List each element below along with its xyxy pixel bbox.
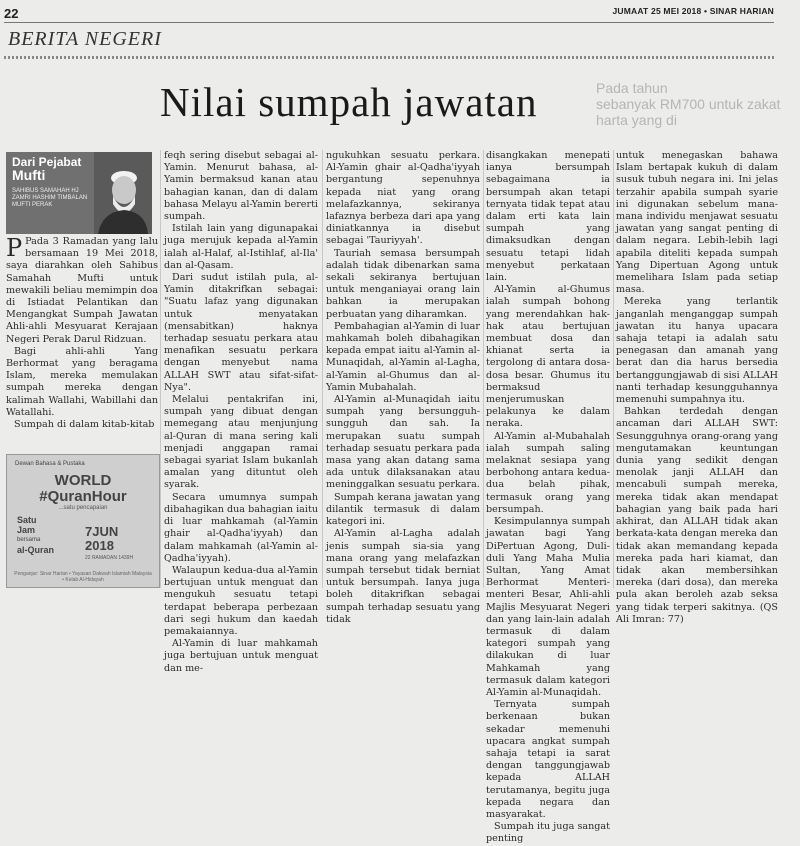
column-divider bbox=[322, 150, 323, 588]
article-column-4 bbox=[486, 150, 610, 845]
ad-title-line2: #QuranHour bbox=[39, 488, 127, 505]
drop-cap: P bbox=[6, 234, 23, 262]
ad-venue: 22 RAMADAN 1439H bbox=[85, 555, 134, 561]
quranhour-advertisement bbox=[6, 454, 160, 588]
paragraph: Mereka yang terlantik janganlah menganggap sumpah jawatan itu hanya upacara sahaja tetapi ia adalah satu penegasan dan amanah yang berat dan dia harus bersedia bertanggungjawab di sisi ALLAH nanti terhadap kesungguhannya memenuhi sumpahnya itu. bbox=[616, 296, 778, 406]
page-number: 22 bbox=[4, 6, 19, 21]
headline: Nilai sumpah jawatan bbox=[160, 79, 538, 125]
bleed-line: sebanyak RM700 untuk zakat harta yang di bbox=[596, 96, 781, 128]
article-column-2 bbox=[164, 150, 318, 674]
ad-tag: Dewan Bahasa & Pustaka bbox=[15, 461, 85, 467]
column-divider bbox=[160, 150, 161, 588]
author-box bbox=[6, 152, 152, 234]
paragraph: disangkakan menepati ianya bersumpah sebagaimana ia bersumpah akan tetapi ternyata tidak tepat atau dalam erti kata lain sumpah yang dimaksudkan dengan sesuatu tetapi lidah menyebut perkataan lain. bbox=[486, 150, 610, 284]
paragraph: Dari sudut istilah pula, al-Yamin ditakrifkan sebagai: "Suatu lafaz yang digunakan untuk menyatakan (mensabitkan) haknya terhadap sesuatu perkara atau menafikan sesuatu perkara dengan menyebut nama ALLAH SWT atau sifat-sifat-Nya". bbox=[164, 272, 318, 393]
section-title: BERITA NEGERI bbox=[8, 28, 162, 50]
paragraph: Kesimpulannya sumpah jawatan bagi Yang DiPertuan Agong, Duli-duli Yang Maha Mulia Sultan, Yang Amat Berhormat Menteri-menteri Besar, Ahli-ahli Majlis Mesyuarat Negeri dan yang lain-lain adalah termasuk di dalam kategori sumpah yang dilakukan di luar Mahkamah yang termasuk dalam kategori Al-Yamin al-Munaqidah. bbox=[486, 516, 610, 698]
newspaper-name: SINAR HARIAN bbox=[709, 6, 774, 16]
issue-date: JUMAAT 25 MEI 2018 bbox=[612, 6, 702, 16]
ad-logo: Satu Jam bersama al-Quran bbox=[17, 515, 55, 555]
paragraph: Al-Yamin al-Mubahalah ialah sumpah saling melaknat sesiapa yang berbohong antara kedua-dua belah pihak, termasuk orang yang bersumpah. bbox=[486, 430, 610, 515]
paragraph: Ternyata sumpah berkenaan bukan sekadar memenuhi upacara angkat sumpah sahaja tetapi ia sarat dengan tanggungjawab kepada ALLAH terutamanya, begitu juga kepada negara dan masyarakat. bbox=[486, 699, 610, 820]
article-column-3 bbox=[326, 150, 480, 625]
article-column-5 bbox=[616, 150, 778, 625]
top-rule bbox=[4, 22, 774, 23]
article-column-1 bbox=[6, 236, 158, 456]
paragraph: Istilah lain yang digunapakai juga merujuk kepada al-Yamin ialah al-Halaf, al-Istihlaf, al-Ila' dan al-Qasam. bbox=[164, 223, 318, 271]
paragraph: feqh sering disebut sebagai al-Yamin. Menurut bahasa, al-Yamin bermaksud kanan atau bahagian kanan, dan di dalam bahasa Melayu al-Yamin bererti sumpah. bbox=[164, 150, 318, 223]
paragraph: Al-Yamin al-Lagha adalah jenis sumpah sia-sia yang mana orang yang melafazkan sumpah tersebut tidak berniat untuk bersumpah. Ianya juga boleh ditakrifkan sebagai sumpah terhadap sesuatu yang tidak bbox=[326, 528, 480, 625]
bleed-line: Pada tahun bbox=[596, 80, 668, 96]
paragraph: Walaupun kedua-dua al-Yamin bertujuan untuk menguat dan mengukuh sesuatu tetapi terdapat beberapa perbezaan dari segi hukum dan kaedah pemakaiannya. bbox=[164, 564, 318, 637]
ad-subtitle: ...satu pencapaian bbox=[58, 505, 108, 511]
paragraph: Bagi ahli-ahli Yang Berhormat yang beragama Islam, mereka memulakan sumpah mereka dengan kalimah Wallahi, Wabillahi dan Watallahi. bbox=[6, 345, 158, 418]
column-divider bbox=[483, 150, 484, 588]
paragraph: Sumpah itu juga sangat penting bbox=[486, 821, 610, 845]
author-box-title bbox=[12, 156, 88, 182]
paragraph: Al-Yamin al-Ghumus ialah sumpah bohong yang merendahkan hak-hak atau bertujuan membuat dosa dan khianat serta ia tergolong di antara dosa-dosa besar. Ghumus itu bermaksud menjerumuskan pelakunya ke dalam neraka. bbox=[486, 284, 610, 430]
paragraph: Sumpah kerana jawatan yang dilantik termasuk di dalam kategori ini. bbox=[326, 491, 480, 528]
paragraph: Secara umumnya sumpah dibahagikan dua bahagian iaitu di luar mahkamah (al-Yamin ghair al-Qadha'iyyah) dan dalam mahkamah (al-Yamin al-Qadha'iyyah). bbox=[164, 491, 318, 564]
dateline: JUMAAT 25 MEI 2018 • SINAR HARIAN bbox=[612, 6, 774, 16]
author-portrait bbox=[94, 152, 152, 234]
paragraph: ngukuhkan sesuatu perkara. Al-Yamin ghair al-Qadha'iyyah bergantung sepenuhnya kepada niat yang orang melafazkannya, sekiranya lafaznya berbeza dari apa yang diniatkannya ia disebut sebagai 'Tauriyyah'. bbox=[326, 150, 480, 247]
author-caption: SAHIBUS SAMAHAH HJ ZAMRI HASHIM TIMBALAN MUFTI PERAK bbox=[12, 188, 88, 208]
paragraph: Tauriah semasa bersumpah adalah tidak dibenarkan sama sekali sekiranya bertujuan untuk menganiayai orang lain bahkan ia merupakan perbuatan yang diharamkan. bbox=[326, 247, 480, 320]
ad-date: 7JUN 2018 bbox=[85, 524, 119, 553]
paragraph: untuk menegaskan bahawa Islam bertapak kukuh di dalam susuk tubuh negara ini. Ini jelas terzahir apabila sumpah syarie ini digunakan sebelum mana-mana individu menjawat sesuatu jawatan yang sangat penting di dalam negara. Lebih-lebih lagi apabila diteliti kepada sumpah Yang Dipertuan Agong untuk memelihara Islam pada setiap masa. bbox=[616, 150, 778, 296]
paragraph: Pembahagian al-Yamin di luar mahkamah boleh dibahagikan kepada empat iaitu al-Yamin al-Munaqidah, al-Yamin al-Lagha, al-Yamin al-Ghumus dan al-Yamin Mubahalah. bbox=[326, 320, 480, 393]
paragraph: Sumpah di dalam kitab-kitab bbox=[14, 419, 155, 431]
paragraph: Bahkan terdedah dengan ancaman dari ALLAH SWT: Sesungguhnya orang-orang yang mengutamakan keuntungan dunia yang sedikit dengan menolak janji ALLAH dan mencabuli sumpah mereka, mereka tidak akan mendapat bahagian yang baik pada hari akhirat, dan ALLAH tidak akan berkata-kata dengan mereka dan tidak akan memandang kepada mereka pada hari kiamat, dan tidak akan membersihkan mereka (dari dosa), dan mereka pula akan beroleh azab seksa yang tidak terperi sakitnya. (QS Ali Imran: 77) bbox=[616, 406, 778, 625]
ad-title-line1: WORLD bbox=[54, 472, 112, 489]
paragraph: Melalui pentakrifan ini, sumpah yang dibuat dengan memegang atau menjunjung al-Quran di mana sering kali menjadi anggapan ramai sebagai syariat Islam bukanlah amalan yang dituntut oleh syarak. bbox=[164, 394, 318, 491]
ad-title bbox=[7, 473, 159, 505]
bleed-through-text bbox=[596, 80, 786, 140]
paragraph: P Pada 3 Ramadan yang lalu bersamaan 19 Mei 2018, saya diarahkan oleh Sahibus Samahah Mufti untuk mewakili beliau memimpin doa di Istiadat Pelantikan dan Mengangkat Sumpah Jawatan Ahli-ahli Mesyuarat Kerajaan Negeri Perak Darul Ridzuan. bbox=[6, 234, 158, 345]
column-divider bbox=[613, 150, 614, 588]
ad-footer: Penganjur: Sinar Harian • Yayasan Dakwah Islamiah Malaysia • Kelab Al-Hidayah bbox=[14, 571, 152, 583]
section-rule bbox=[4, 56, 774, 59]
author-box-title-line1: Dari Pejabat bbox=[12, 155, 82, 169]
author-box-title-line2: Mufti bbox=[12, 167, 46, 183]
paragraph: Al-Yamin al-Munaqidah iaitu sumpah yang bersungguh-sungguh dan sah. Ia merupakan suatu sumpah terhadap sesuatu perkara pada masa yang akan datang sama ada untuk dilaksanakan atau meninggalkan sesuatu perkara. bbox=[326, 394, 480, 491]
paragraph: Al-Yamin di luar mahkamah juga bertujuan untuk menguat dan me- bbox=[164, 638, 318, 674]
